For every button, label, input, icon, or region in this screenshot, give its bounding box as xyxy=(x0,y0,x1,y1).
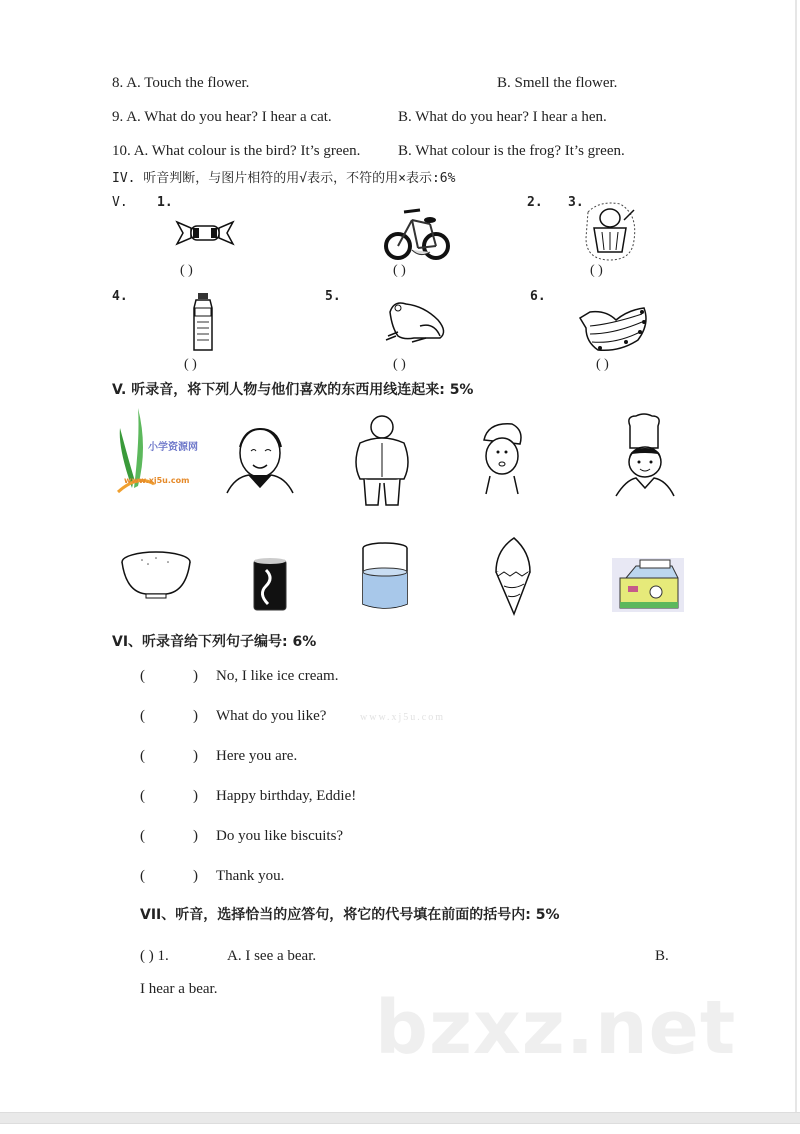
milk-carton-icon xyxy=(612,558,684,612)
item-number: 1. xyxy=(157,195,173,210)
sentence-text: Happy birthday, Eddie! xyxy=(216,788,357,804)
chef-girl-icon xyxy=(612,412,678,498)
rice-bowl-icon xyxy=(118,548,194,602)
section-iv-heading: IV. 听音判断，与图片相符的用√表示，不符的用×表示:6% xyxy=(112,171,456,186)
q9-option-a: 9. A. What do you hear? I hear a cat. xyxy=(112,109,332,125)
q8-option-b: B. Smell the flower. xyxy=(497,75,618,91)
boy-with-cap-icon xyxy=(476,420,526,496)
section-v-heading: V. 听录音，将下列人物与他们喜欢的东西用线连起来: 5% xyxy=(112,382,474,398)
item-number: 2. xyxy=(527,195,543,210)
item-number: 5. xyxy=(325,289,341,304)
q10-option-a: 10. A. What colour is the bird? It’s green. xyxy=(112,143,361,159)
answer-blank-3[interactable]: ( ) xyxy=(590,263,603,278)
number-blank-close[interactable]: ) xyxy=(193,668,198,684)
grandmother-icon xyxy=(225,425,295,495)
number-blank-close[interactable]: ) xyxy=(193,748,198,764)
fat-man-icon xyxy=(350,413,414,509)
number-blank-open[interactable]: ( xyxy=(140,788,145,804)
number-blank-close[interactable]: ) xyxy=(193,828,198,844)
sentence-text: What do you like? xyxy=(216,708,327,724)
logo-text-cn: 小学资源网 xyxy=(148,442,198,453)
bottle-icon xyxy=(190,292,216,352)
page-separator xyxy=(0,1112,800,1124)
site-watermark: bzxz.net xyxy=(375,985,737,1071)
answer-blank-1[interactable]: ( ) xyxy=(180,263,193,278)
q9-option-b: B. What do you hear? I hear a hen. xyxy=(398,109,607,125)
ice-cream-sundae-icon xyxy=(580,200,640,262)
frog-icon xyxy=(384,298,452,346)
glass-of-water-icon xyxy=(360,542,410,612)
number-blank-close[interactable]: ) xyxy=(193,788,198,804)
answer-blank-5[interactable]: ( ) xyxy=(393,357,406,372)
q10-option-b: B. What colour is the frog? It’s green. xyxy=(398,143,625,159)
bananas-icon xyxy=(576,304,650,354)
item-number: 4. xyxy=(112,289,128,304)
bicycle-icon xyxy=(384,206,450,262)
section-vii-heading: VII、听音，选择恰当的应答句，将它的代号填在前面的括号内: 5% xyxy=(140,907,560,923)
site-logo xyxy=(114,408,198,494)
answer-blank-2[interactable]: ( ) xyxy=(393,263,406,278)
cola-can-icon xyxy=(250,556,290,612)
number-blank-open[interactable]: ( xyxy=(140,748,145,764)
ice-cream-cone-icon xyxy=(490,536,536,616)
sentence-text: No, I like ice cream. xyxy=(216,668,339,684)
sentence-text: Thank you. xyxy=(216,868,285,884)
answer-blank-6[interactable]: ( ) xyxy=(596,357,609,372)
number-blank-close[interactable]: ) xyxy=(193,708,198,724)
candy-icon xyxy=(175,218,235,248)
section-iv-sub-label: V. xyxy=(112,195,128,210)
section-vi-heading: VI、听录音给下列句子编号: 6% xyxy=(112,634,317,650)
number-blank-open[interactable]: ( xyxy=(140,828,145,844)
number-blank-open[interactable]: ( xyxy=(140,708,145,724)
number-blank-open[interactable]: ( xyxy=(140,668,145,684)
q8-option-a: 8. A. Touch the flower. xyxy=(112,75,250,91)
faint-watermark-text: www.xj5u.com xyxy=(360,712,446,723)
q1-option-b-text: I hear a bear. xyxy=(140,981,218,997)
logo-text-url: www.xj5u.com xyxy=(124,476,190,485)
item-number: 6. xyxy=(530,289,546,304)
q1-option-b-label: B. xyxy=(655,948,669,964)
sentence-text: Here you are. xyxy=(216,748,298,764)
sentence-text: Do you like biscuits? xyxy=(216,828,344,844)
q1-option-a: A. I see a bear. xyxy=(227,948,317,964)
number-blank-open[interactable]: ( xyxy=(140,868,145,884)
number-blank-close[interactable]: ) xyxy=(193,868,198,884)
item-number: 3. xyxy=(568,195,584,210)
answer-blank-4[interactable]: ( ) xyxy=(184,357,197,372)
q1-answer-blank[interactable]: ( ) 1. xyxy=(140,948,169,964)
